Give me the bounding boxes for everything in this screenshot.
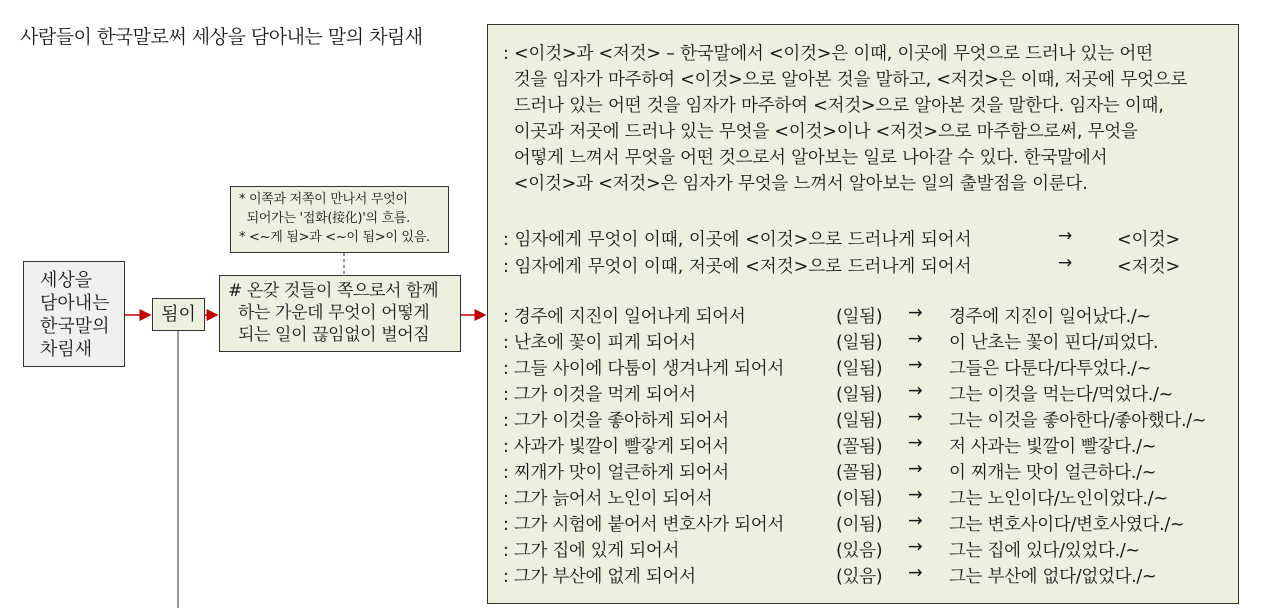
- def-text: : 임자에게 무엇이 이때, 이곳에 <이것>으로 드러나게 되어서: [503, 230, 972, 250]
- note-line: * 이쪽과 저쪽이 만나서 무엇이: [239, 192, 408, 207]
- example-result: 이 난초는 꽃이 핀다/피었다.: [949, 333, 1159, 353]
- main-box-line: 차림새: [40, 339, 93, 360]
- doemi-box: 됨이: [152, 298, 205, 331]
- explanation-box: [487, 24, 1239, 604]
- event-line: 하는 가운데 무엇이 어떻게: [228, 303, 430, 323]
- example-text: : 그들 사이에 다툼이 생겨나게 되어서: [503, 359, 784, 379]
- right-arrow-icon: →: [908, 407, 923, 427]
- note-line: 되어가는 '접화(接化)'의 흐름.: [239, 211, 410, 226]
- example-type: (있음): [836, 541, 883, 561]
- def-result: <이것>: [1117, 230, 1181, 250]
- example-result: 그는 이것을 먹는다/먹었다./~: [949, 385, 1173, 405]
- example-type: (꼴됨): [836, 437, 883, 457]
- right-arrow-icon: →: [908, 511, 923, 531]
- example-result: 이 찌개는 맛이 얼큰하다./~: [949, 463, 1157, 483]
- description-line: 어떻게 느껴서 무엇을 어떤 것으로서 알아보는 일로 나아갈 수 있다. 한국말에서: [503, 148, 1108, 168]
- right-arrow-icon: →: [908, 563, 923, 583]
- example-result: 그는 부산에 없다/없었다./~: [949, 567, 1157, 587]
- main-box-line: 한국말의: [40, 316, 110, 337]
- event-line: # 온갖 것들이 쪽으로서 함께: [228, 281, 439, 301]
- example-type: (일됨): [836, 385, 883, 405]
- description-line: <이것>과 <저것>은 임자가 무엇을 느껴서 알아보는 일의 출발점을 이룬다.: [503, 174, 1088, 194]
- example-type: (있음): [836, 567, 883, 587]
- note-line: * <~게 됨>과 <~이 됨>이 있음.: [239, 230, 430, 245]
- event-line: 되는 일이 끊임없이 벌어짐: [228, 325, 430, 345]
- example-text: : 찌개가 맛이 얼큰하게 되어서: [503, 463, 729, 483]
- right-arrow-icon: →: [1058, 253, 1073, 273]
- description-line: 이곳과 저곳에 드러나 있는 무엇을 <이것>이나 <저것>으로 마주함으로써, 무엇을: [503, 122, 1138, 142]
- example-type: (일됨): [836, 333, 883, 353]
- example-type: (일됨): [836, 307, 883, 327]
- right-arrow-icon: →: [908, 329, 923, 349]
- example-text: : 경주에 지진이 일어나게 되어서: [503, 307, 746, 327]
- right-arrow-icon: →: [908, 303, 923, 323]
- right-arrow-icon: →: [908, 433, 923, 453]
- example-result: 그는 노인이다/노인이었다./~: [949, 489, 1168, 509]
- example-result: 그는 집에 있다/있었다./~: [949, 541, 1140, 561]
- example-result: 경주에 지진이 일어났다./~: [949, 307, 1151, 327]
- right-arrow-icon: →: [908, 459, 923, 479]
- example-text: : 그가 이것을 좋아하게 되어서: [503, 411, 729, 431]
- example-result: 그는 이것을 좋아한다/좋아했다./~: [949, 411, 1207, 431]
- example-text: : 그가 집에 있게 되어서: [503, 541, 680, 561]
- example-text: : 그가 부산에 없게 되어서: [503, 567, 696, 587]
- main-concept-box: [23, 261, 125, 367]
- example-text: : 그가 이것을 먹게 되어서: [503, 385, 696, 405]
- note-box: [230, 186, 449, 253]
- example-type: (이됨): [836, 515, 883, 535]
- example-text: : 그가 시험에 붙어서 변호사가 되어서: [503, 515, 784, 535]
- description-line: : <이것>과 <저것> – 한국말에서 <이것>은 이때, 이곳에 무엇으로 드러나 있는 어떤: [503, 44, 1153, 64]
- description-line: 것을 임자가 마주하여 <이것>으로 알아본 것을 말하고, <저것>은 이때, 저곳에 무엇으로: [503, 70, 1188, 90]
- example-type: (일됨): [836, 359, 883, 379]
- example-result: 저 사과는 빛깔이 빨갛다./~: [949, 437, 1157, 457]
- page-title: 사람들이 한국말로써 세상을 담아내는 말의 차림새: [20, 26, 423, 48]
- example-text: : 사과가 빛깔이 빨갛게 되어서: [503, 437, 729, 457]
- example-result: 그들은 다툰다/다투었다./~: [949, 359, 1152, 379]
- def-result: <저것>: [1117, 257, 1181, 277]
- right-arrow-icon: →: [1058, 226, 1073, 246]
- example-type: (일됨): [836, 411, 883, 431]
- event-box: [219, 275, 461, 352]
- right-arrow-icon: →: [908, 381, 923, 401]
- right-arrow-icon: →: [908, 485, 923, 505]
- main-box-line: 담아내는: [40, 293, 110, 314]
- main-box-line: 세상을: [40, 270, 93, 291]
- description-paragraph: [503, 41, 1228, 197]
- right-arrow-icon: →: [908, 355, 923, 375]
- example-text: : 그가 늙어서 노인이 되어서: [503, 489, 713, 509]
- example-type: (꼴됨): [836, 463, 883, 483]
- description-line: 드러나 있는 어떤 것을 임자가 마주하여 <저것>으로 알아본 것을 말한다. 임자는 이때,: [503, 96, 1164, 116]
- example-type: (이됨): [836, 489, 883, 509]
- right-arrow-icon: →: [908, 537, 923, 557]
- def-text: : 임자에게 무엇이 이때, 저곳에 <저것>으로 드러나게 되어서: [503, 257, 972, 277]
- example-text: : 난초에 꽃이 피게 되어서: [503, 333, 696, 353]
- example-result: 그는 변호사이다/변호사였다./~: [949, 515, 1185, 535]
